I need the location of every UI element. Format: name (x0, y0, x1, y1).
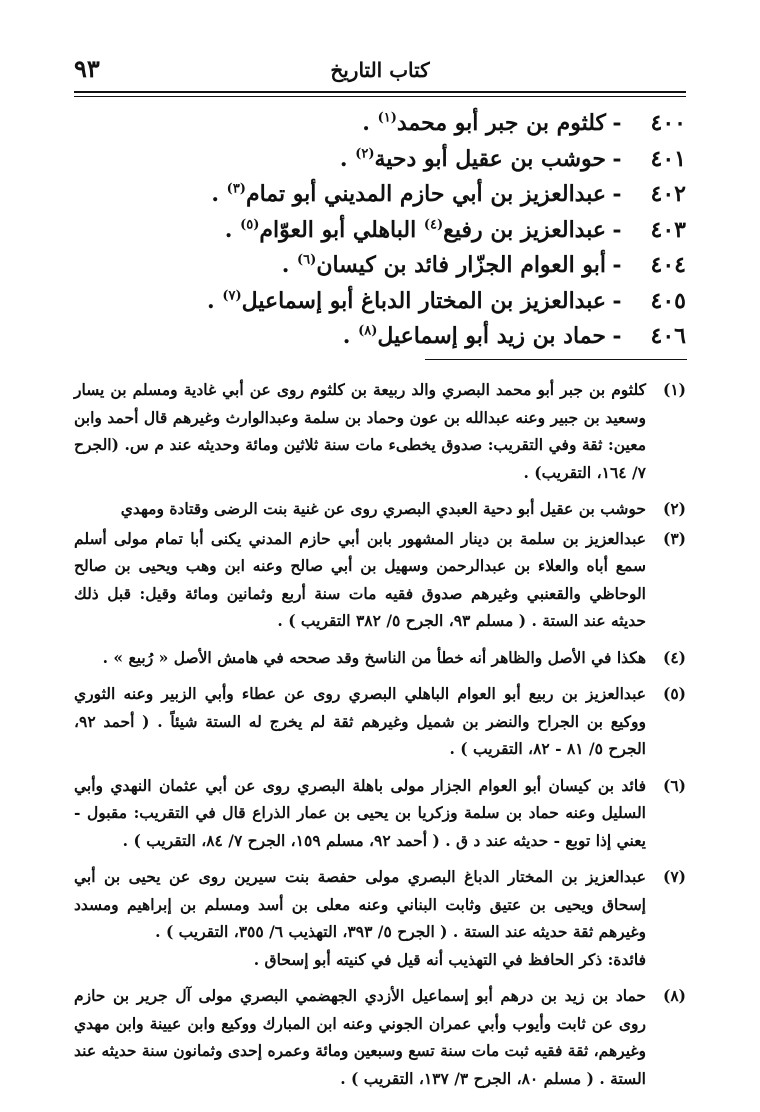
footnote-number: (٤) (662, 647, 686, 667)
footnote-text: فائد بن كيسان أبو العوام الجزار مولى باهلة البصري روى عن أبي عثمان النهدي وأبي السليل وعنه حماد بن سلمة وزكريا بن يحيى بن عمار الذراع قال في التقريب: مقبول - يعني إذا توبع - حديثه عند د ق . ( أحمد ٩٢، مسلم ١٥٩، الجرح ٧/ ٨٤، التقريب ) . (74, 775, 646, 850)
footnote-ref: (٢) (355, 146, 375, 162)
footnote-separator (425, 359, 687, 360)
running-title: كتاب التاريخ (330, 58, 430, 82)
entry: ٤٠١ - حوشب بن عقيل أبو دحية$^{(٢)}$ . (339, 145, 686, 172)
footnote-ref: (٣) (226, 181, 246, 197)
entry-text: عبدالعزيز بن رفيع$^{(٤)}$ الباهلي أبو العوّام$^{(٥)}$ . (224, 216, 606, 243)
footnote-ref: (١) (377, 110, 397, 126)
entry-text: عبدالعزيز بن أبي حازم المديني أبو تمام$^{(٣)}$ . (211, 181, 606, 207)
footnote-text: حوشب بن عقيل أبو دحية العبدي البصري روى عن غنية بنت الرضى وقتادة ومهدي (120, 499, 646, 518)
entry-number: ٤٠٣ (650, 216, 686, 243)
entry: ٤٠٣ - عبدالعزيز بن رفيع$^{(٤)}$ الباهلي أبو العوّام$^{(٥)}$ . (224, 216, 686, 243)
footnote-text: عبدالعزيز بن سلمة بن دينار المشهور بابن أبي حازم المدني يكنى أبا تمام مولى أسلم سمع أباه والعلاء بن عبدالرحمن وسهيل بن أبي صالح وعنه ابن وهب ويحيى بن صالح الوحاظي والقعنبي وغيرهم صدوق فقيه مات سنة أربع وثمانين ومائة وقيل: قبل ذلك حديثه عند الستة . ( مسلم ٩٣، الجرح ٥/ ٣٨٢ التقريب ) . (74, 528, 646, 630)
footnote-number: (٨) (662, 986, 686, 1005)
page-header (74, 54, 686, 88)
entry: ٤٠٦ - حماد بن زيد أبو إسماعيل$^{(٨)}$ . (342, 323, 686, 349)
entry-text: كلثوم بن جبر أبو محمد$^{(١)}$ . (362, 110, 606, 136)
footnote-number: (٢) (662, 499, 686, 518)
entry-text: أبو العوام الجزّار فائد بن كيسان$^{(٦)}$ . (281, 252, 606, 278)
entry: ٤٠٤ - أبو العوام الجزّار فائد بن كيسان$^{(٦)}$ . (281, 252, 686, 278)
footnote-text: هكذا في الأصل والظاهر أنه خطأ من الناسخ وقد صححه في هامش الأصل « رُبيع » . (102, 647, 646, 667)
footnote-number: (١) (662, 380, 686, 399)
footnote-text: كلثوم بن جبر أبو محمد البصري والد ربيعة بن كلثوم روى عن أبي غادية ومسلم بن يسار وسعيد بن جبير وعنه عبدالله بن عون وحماد بن سلمة وعبدالوارث وغيرهم قال أحمد وابن معين: ثقة وفي التقريب: صدوق يخطىء مات سنة ثلاثين ومائة وحديثه عند م س. (الجرح ٧/ ١٦٤، التقريب) . (74, 380, 646, 482)
entry-number: ٤٠٢ (650, 181, 686, 207)
footnote-number: (٦) (662, 775, 686, 795)
footnote (74, 525, 686, 635)
footnote-text (74, 863, 646, 973)
entry: ٤٠٢ - عبدالعزيز بن أبي حازم المديني أبو تمام$^{(٣)}$ . (211, 181, 686, 207)
footnote (74, 863, 686, 973)
page-number: ٩٣ (74, 54, 100, 83)
entry-text: حوشب بن عقيل أبو دحية$^{(٢)}$ . (339, 145, 606, 172)
footnote (74, 680, 686, 763)
header-rule-thick (74, 91, 686, 93)
entry-number: ٤٠٠ (650, 110, 686, 136)
footnote (74, 982, 686, 1092)
entry-number: ٤٠٥ (650, 287, 686, 314)
footnote-text: عبدالعزيز بن ربيع أبو العوام الباهلي البصري روى عن عطاء وأبي الزبير وعنه الثوري ووكيع بن الجراح والنضر بن شميل وغيرهم ثقة لم يخرج له الستة شيئاً . ( أحمد ٩٢، الجرح ٥/ ٨١ - ٨٢، التقريب ) . (74, 684, 646, 758)
entry-text: حماد بن زيد أبو إسماعيل$^{(٨)}$ . (342, 323, 606, 349)
footnote-list (74, 376, 686, 1101)
entry-number: ٤٠٤ (650, 252, 686, 278)
footnote-paragraph: عبدالعزيز بن المختار الدباغ البصري مولى حفصة بنت سيرين روى عن يحيى بن أبي إسحاق ويحيى بن عتيق وثابت البناني وعنه معلى بن أسد ومسلم بن إبراهيم ومسدد وغيرهم ثقة حديثه عند الستة . ( الجرح ٥/ ٣٩٣، التهذيب ٦/ ٣٥٥، التقريب ) . (74, 867, 646, 941)
footnote-extra: فائدة: ذكر الحافظ في التهذيب أنه قيل في كنيته أبو إسحاق . (253, 949, 646, 969)
entry: ٤٠٠ - كلثوم بن جبر أبو محمد$^{(١)}$ . (362, 110, 686, 136)
entry-number: ٤٠١ (650, 145, 686, 172)
footnote (74, 376, 686, 486)
footnote-text: حماد بن زيد بن درهم أبو إسماعيل الأزدي الجهضمي البصري مولى آل جرير بن حازم روى عن ثابت وأيوب وأبي عمران الجوني وعنه ابن المبارك ووكيع وابن عيينة وابن مهدي وغيرهم، ثقة فقيه ثبت مات سنة تسع وسبعين ومائة وعمره إحدى وثمانون سنة حديثه عند الستة . ( مسلم ٨٠، الجرح ٣/ ١٣٧، التقريب ) . (74, 986, 646, 1088)
entry-text: عبدالعزيز بن المختار الدباغ أبو إسماعيل$^{(٧)}$ . (207, 287, 606, 314)
footnote-number: (٧) (662, 867, 686, 886)
footnote (74, 772, 686, 855)
footnote (74, 495, 686, 523)
entry: ٤٠٥ - عبدالعزيز بن المختار الدباغ أبو إسماعيل$^{(٧)}$ . (207, 287, 686, 314)
footnote-number: (٥) (662, 684, 686, 703)
footnote-ref: (٨) (358, 323, 378, 339)
footnote-ref: (٧) (222, 288, 242, 304)
footnote-ref: (٤) (423, 217, 444, 233)
footnote-ref: (٥) (240, 217, 260, 233)
entry-number: ٤٠٦ (650, 323, 686, 349)
footnote-ref: (٦) (297, 252, 317, 268)
footnote-number: (٣) (662, 528, 686, 548)
footnote (74, 644, 686, 672)
entry-list (74, 110, 686, 359)
header-rule-thin (74, 96, 686, 97)
